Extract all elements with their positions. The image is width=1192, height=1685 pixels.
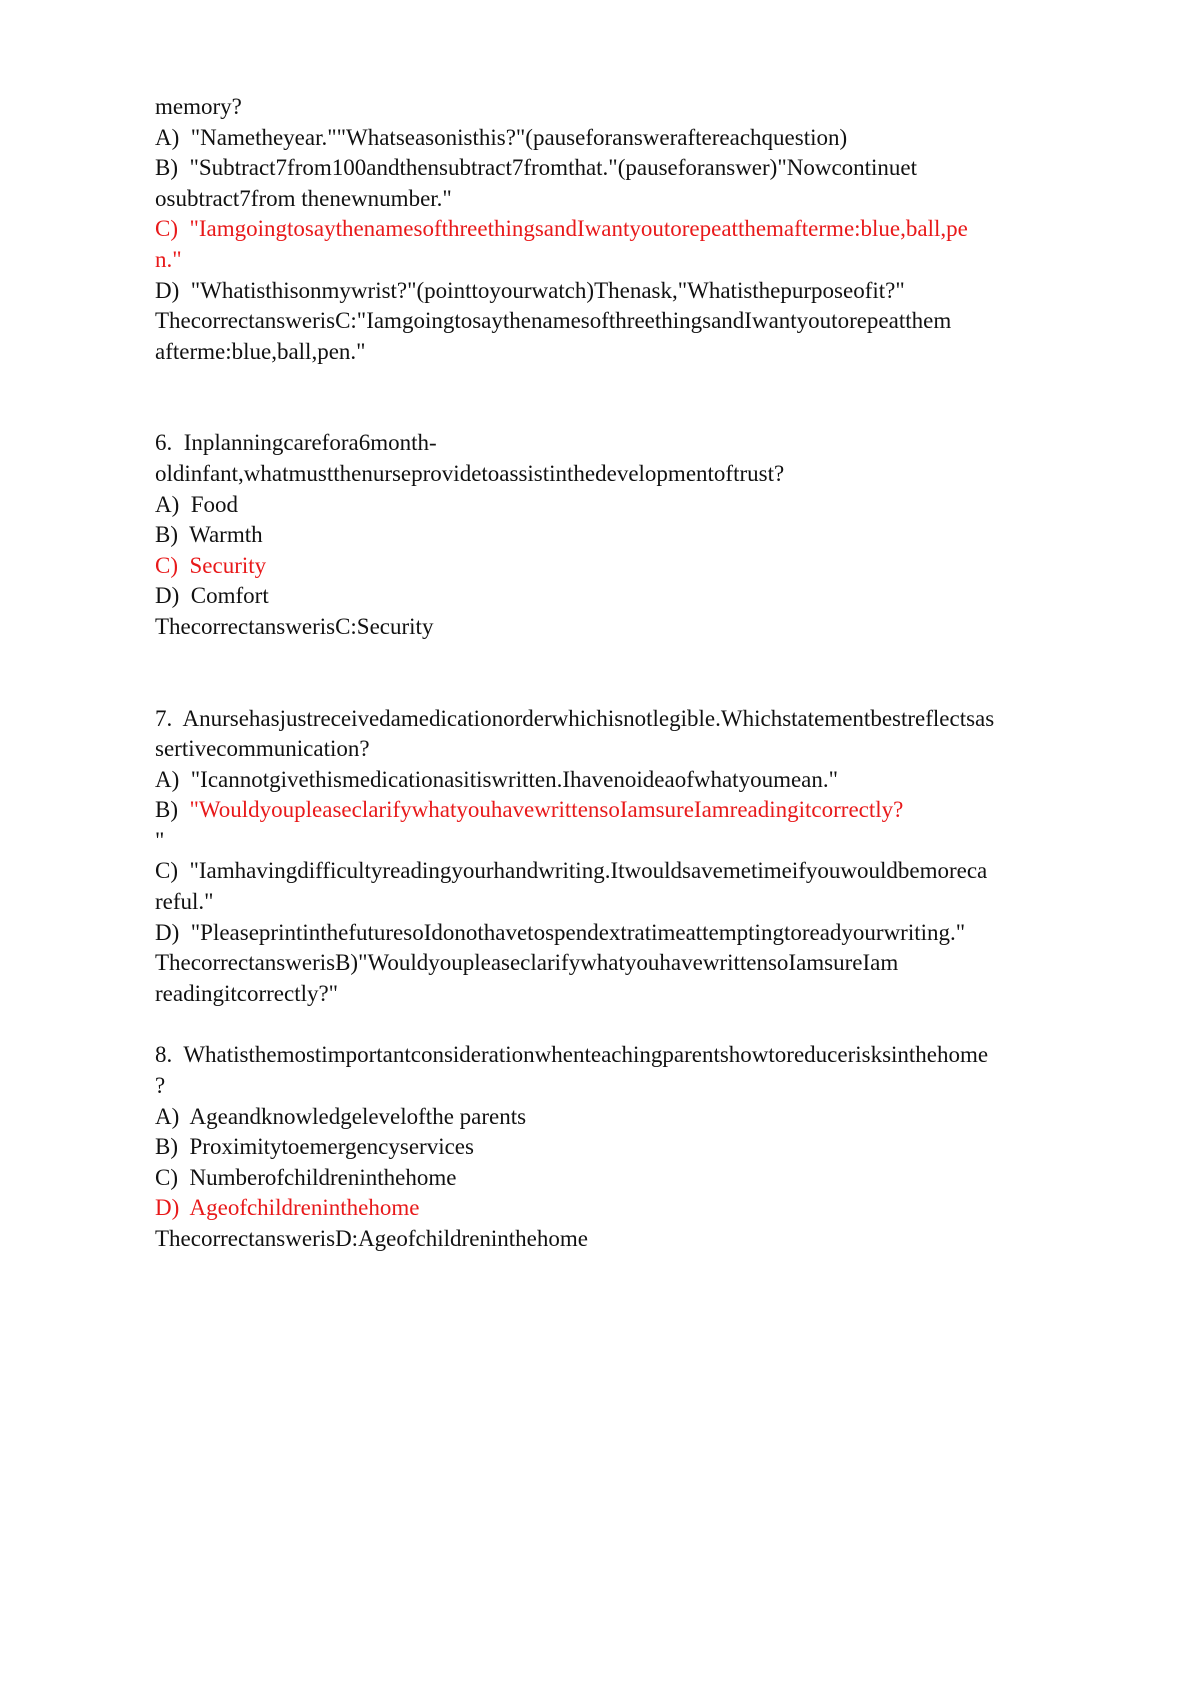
question-7-option-c-line2: reful." xyxy=(155,889,214,915)
question-7-option-b-tail: " xyxy=(155,827,165,853)
question-7-option-c-line1: C) "Iamhavingdifficultyreadingyourhandwriting.Itwouldsavemetimeifyouwouldbemoreca xyxy=(155,858,988,884)
question-7-option-a: A) "Icannotgivethismedicationasitiswritten.Ihavenoideaofwhatyoumean." xyxy=(155,766,839,792)
question-6-option-d: D) Comfort xyxy=(155,583,269,609)
question-8 xyxy=(155,1040,1075,1254)
question-8-answer: ThecorrectanswerisD:Ageofchildreninthehome xyxy=(155,1226,588,1251)
question-6-answer: ThecorrectanswerisC:Security xyxy=(155,613,434,639)
question-5-option-c-correct-line1: C) "IamgoingtosaythenamesofthreethingsandIwantyoutorepeatthemafterme:blue,ball,pe xyxy=(155,216,968,242)
question-7-answer-line1: ThecorrectanswerisB)"WouldyoupleaseclarifywhatyouhavewrittensoIamsureIam xyxy=(155,950,899,976)
page-content xyxy=(155,92,1075,1255)
question-7-option-b-correct: "WouldyoupleaseclarifywhatyouhavewrittensoIamsureIamreadingitcorrectly? xyxy=(189,797,904,823)
question-7-option-b-prefix: B) xyxy=(155,797,190,823)
question-6 xyxy=(155,428,1075,642)
question-6-option-c-correct: C) Security xyxy=(155,552,267,578)
question-6-option-a: A) Food xyxy=(155,491,239,517)
question-5 xyxy=(155,92,1075,367)
question-7-option-d: D) "PleaseprintinthefuturesoIdonothavetospendextratimeattemptingtoreadyourwriting." xyxy=(155,919,966,945)
question-5-option-c-correct-line2: n." xyxy=(155,246,182,272)
question-5-answer-line1: ThecorrectanswerisC:"IamgoingtosaythenamesofthreethingsandIwantyoutorepeatthem xyxy=(155,308,952,334)
question-7-answer-line2: readingitcorrectly?" xyxy=(155,980,339,1006)
question-5-answer-line2: afterme:blue,ball,pen." xyxy=(155,338,366,364)
question-6-option-b: B) Warmth xyxy=(155,522,263,548)
question-7-option-b xyxy=(155,795,1075,826)
question-5-option-d: D) "Whatisthisonmywrist?"(pointtoyourwatch)Thenask,"Whatisthepurposeofit?" xyxy=(155,277,905,303)
question-5-option-b-line1: B) "Subtract7from100andthensubtract7fromthat."(pauseforanswer)"Nowcontinuet xyxy=(155,155,918,181)
question-7-stem-line2: sertivecommunication? xyxy=(155,736,370,762)
question-6-stem-line1: 6. Inplanningcarefora6month- xyxy=(155,430,437,456)
question-8-option-d-correct: D) Ageofchildreninthehome xyxy=(155,1195,420,1221)
question-8-stem-line2: ? xyxy=(155,1073,166,1099)
question-8-option-b: B) Proximitytoemergencyservices xyxy=(155,1134,474,1160)
spacer xyxy=(155,1009,1075,1040)
question-5-option-a: A) "Nametheyear.""Whatseasonisthis?"(pauseforansweraftereachquestion) xyxy=(155,124,848,150)
question-7-stem-line1: 7. Anursehasjustreceivedamedicationorderwhichisnotlegible.Whichstatementbestreflectsas xyxy=(155,705,995,731)
question-8-option-a: A) Ageandknowledgelevelofthe parents xyxy=(155,1103,527,1129)
spacer xyxy=(155,367,1075,428)
question-5-stem-end: memory? xyxy=(155,94,242,119)
question-8-option-c: C) Numberofchildreninthehome xyxy=(155,1164,457,1190)
question-8-stem-line1: 8. Whatisthemostimportantconsiderationwhenteachingparentshowtoreducerisksinthehome xyxy=(155,1042,989,1068)
question-7 xyxy=(155,704,1075,1010)
question-6-stem-line2: oldinfant,whatmustthenurseprovidetoassistinthedevelopmentoftrust? xyxy=(155,460,785,486)
spacer xyxy=(155,643,1075,704)
question-5-option-b-line2: osubtract7from thenewnumber." xyxy=(155,185,452,211)
